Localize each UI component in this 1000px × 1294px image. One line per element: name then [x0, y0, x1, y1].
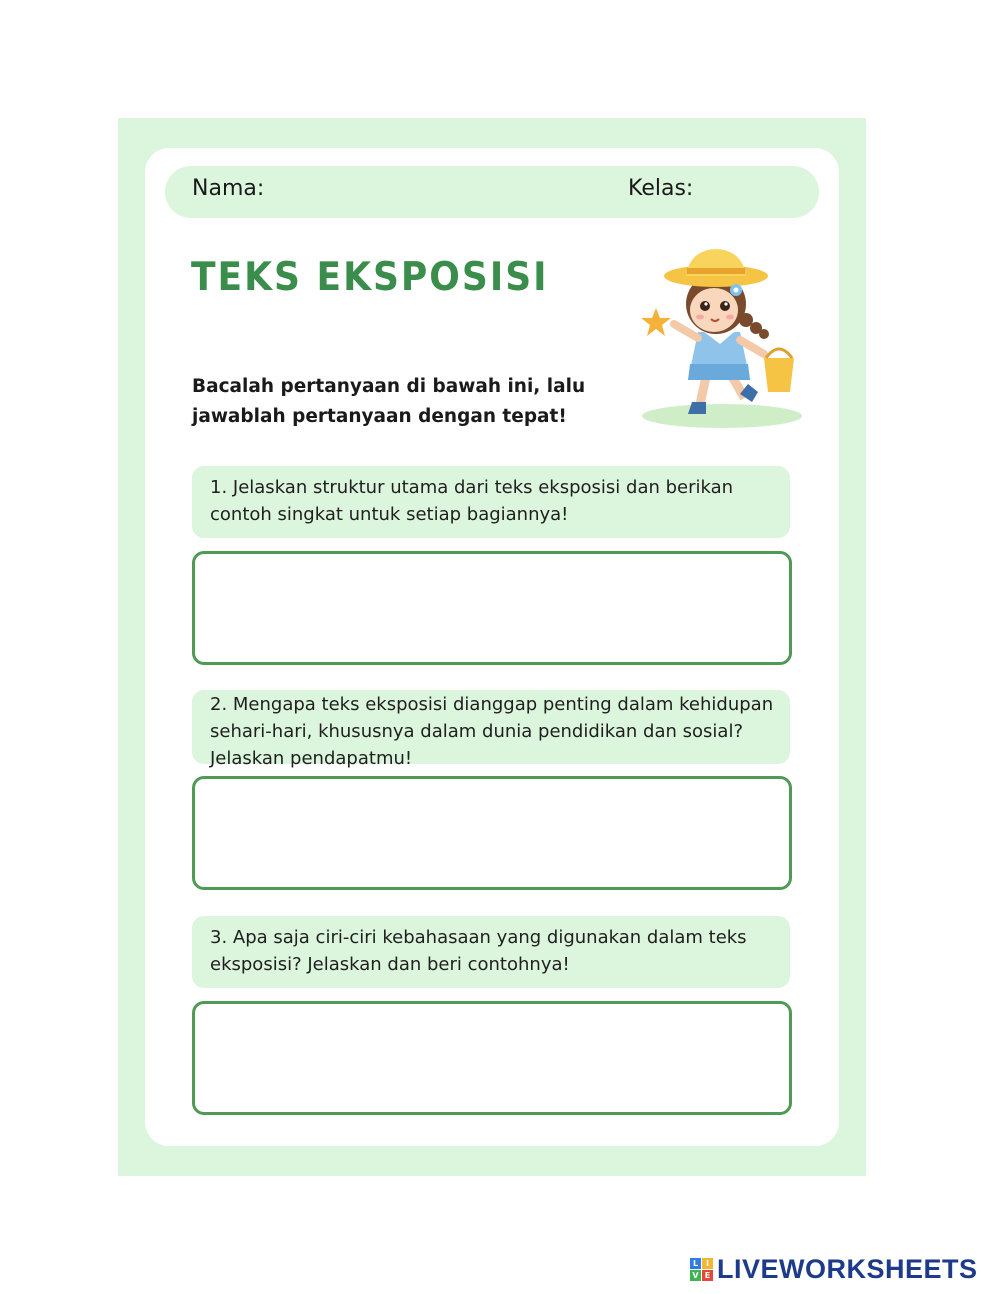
logo-letter: E — [702, 1270, 713, 1281]
question-2-text: 2. Mengapa teks eksposisi dianggap penting dalam kehidupan sehari-hari, khususnya dalam dunia pendidikan dan sosial? Jelaskan pendapatmu! — [210, 694, 774, 769]
answer-2-field[interactable] — [192, 776, 792, 890]
question-1-text: 1. Jelaskan struktur utama dari teks eksposisi dan berikan contoh singkat untuk setiap bagiannya! — [210, 477, 734, 525]
girl-illustration — [630, 246, 810, 436]
brand-logo-icon — [690, 1258, 713, 1281]
logo-letter: L — [690, 1258, 701, 1269]
answer-3-field[interactable] — [192, 1001, 792, 1115]
class-label: Kelas: — [628, 176, 694, 201]
answer-1-field[interactable] — [192, 551, 792, 665]
page-title: TEKS EKSPOSISI — [191, 254, 549, 301]
brand-name: LIVEWORKSHEETS — [717, 1253, 978, 1284]
liveworksheets-logo — [690, 1254, 978, 1284]
question-3-text: 3. Apa saja ciri-ciri kebahasaan yang digunakan dalam teks eksposisi? Jelaskan dan beri contohnya! — [210, 927, 747, 975]
logo-letter: I — [702, 1258, 713, 1269]
logo-letter: V — [690, 1270, 701, 1281]
instruction-text: Bacalah pertanyaan di bawah ini, lalu jawablah pertanyaan dengan tepat! — [192, 376, 586, 427]
name-label: Nama: — [192, 176, 265, 201]
